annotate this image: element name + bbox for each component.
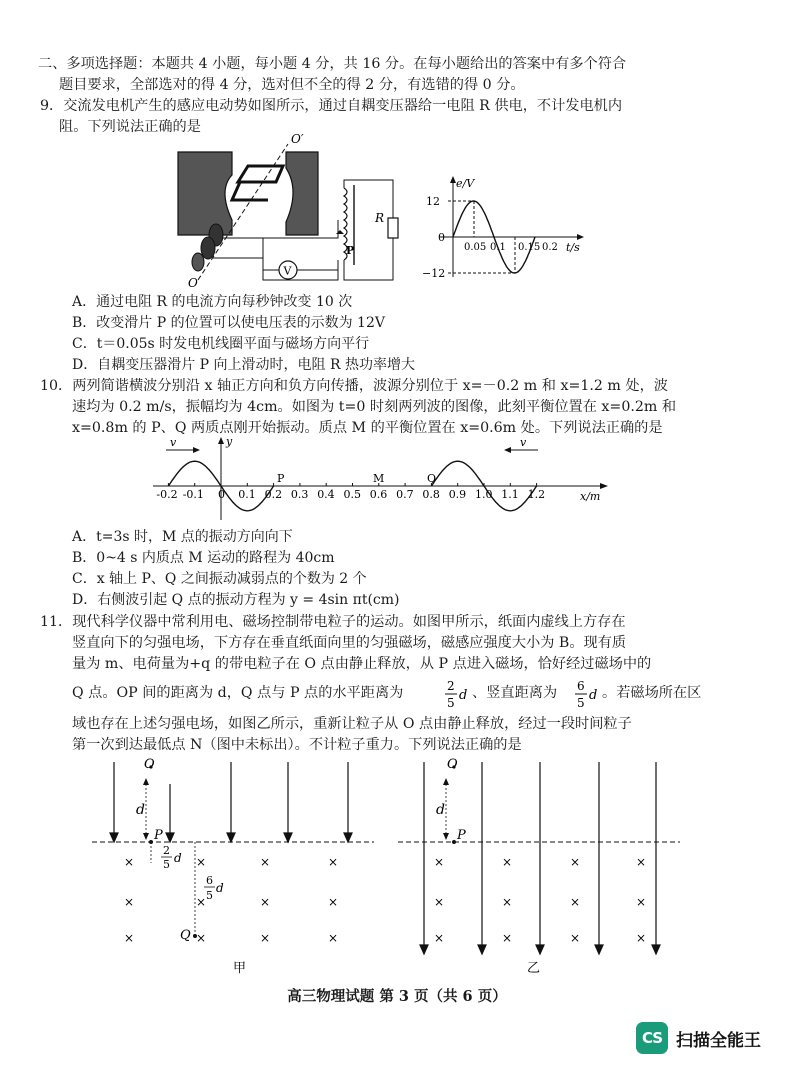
wave-xtick: 0.2: [264, 488, 283, 501]
field-cross-mark: ×: [434, 931, 445, 945]
svg-text:5: 5: [447, 696, 455, 710]
q9-option-d: D．自耦变压器滑片 P 向上滑动时，电阻 R 热功率增大: [72, 357, 415, 373]
q10-option-d: D．右侧波引起 Q 点的振动方程为 y = 4sin πt(cm): [72, 592, 400, 608]
wave-xtick: 1.2: [527, 488, 546, 501]
jia-magnetic-field-crosses: [124, 855, 338, 945]
field-cross-mark: ×: [260, 855, 271, 869]
field-cross-mark: ×: [502, 895, 513, 909]
graph-ylabel: e/V: [456, 177, 475, 190]
wave-diagram: [148, 436, 618, 522]
field-cross-mark: ×: [434, 895, 445, 909]
generator-transformer-diagram: [168, 130, 410, 290]
slider-p-label: P: [346, 244, 355, 257]
field-cross-mark: ×: [260, 895, 271, 909]
q11-stem-line4b: 、竖直距离为: [472, 685, 558, 701]
section-heading-line2: 题目要求，全部选对的得 4 分，选对但不全的得 2 分，有选错的得 0 分。: [59, 77, 525, 93]
svg-text:6: 6: [206, 874, 213, 887]
svg-text:5: 5: [577, 696, 585, 710]
q11-stem-line4c: 。若磁场所在区: [602, 685, 702, 701]
svg-text:6: 6: [577, 679, 585, 693]
fraction-2-5-d: [444, 676, 470, 712]
yi-d-label: d: [436, 802, 445, 818]
q10-stem-line1: 10．两列简谐横波分别沿 x 轴正方向和负方向传播，波源分别位于 x=－0.2 m 和 x=1.2 m 处，波: [40, 378, 668, 394]
q9-option-a: A．通过电阻 R 的电流方向每秒钟改变 10 次: [72, 294, 353, 310]
voltmeter-label: V: [283, 264, 292, 278]
fraction-6-5-d: [574, 676, 600, 712]
wave-xtick: 0.1: [238, 488, 256, 501]
q10-stem-line3: x=0.8m 的 P、Q 两质点刚开始振动。质点 M 的平衡位置在 x=0.6m 处。下列说法正确的是: [72, 420, 663, 436]
section-heading-line1: 二、多项选择题：本题共 4 小题，每小题 4 分，共 16 分。在每小题给出的答案中有多个符合: [38, 56, 627, 72]
graph-y-zero: 0: [438, 231, 445, 244]
yi-p-label: P: [457, 828, 466, 843]
jia-d-label: d: [136, 802, 145, 818]
field-cross-mark: ×: [570, 895, 581, 909]
yi-o-label: O: [447, 758, 458, 772]
field-cross-mark: ×: [570, 931, 581, 945]
wave-xlabel: x/m: [580, 490, 601, 503]
field-cross-mark: ×: [124, 931, 135, 945]
yi-caption: 乙: [527, 961, 541, 976]
svg-text:5: 5: [163, 858, 170, 871]
graph-xlabel: t/s: [566, 241, 580, 254]
cs-badge-icon: CS: [636, 1022, 668, 1054]
graph-xtick-4: 0.2: [542, 242, 558, 253]
field-cross-mark: ×: [196, 855, 207, 869]
q11-stem-line2: 竖直向下的匀强电场，下方存在垂直纸面向里的匀强磁场，磁感应强度大小为 B。现有质: [72, 635, 627, 651]
jia-q-label: Q: [180, 928, 191, 943]
point-q-label: Q: [427, 472, 437, 485]
wave-xtick: -0.1: [182, 488, 204, 501]
field-cross-mark: ×: [260, 931, 271, 945]
q9-stem-line2: 阻。下列说法正确的是: [59, 119, 201, 135]
graph-y-top: 12: [426, 195, 440, 208]
wave-xtick: 0.8: [422, 488, 440, 501]
graph-xtick-1: 0.05: [464, 242, 487, 253]
figure-yi: [394, 758, 684, 980]
field-cross-mark: ×: [196, 931, 207, 945]
axis-o-label: O: [188, 276, 198, 290]
q11-stem-line3: 量为 m、电荷量为+q 的带电粒子在 O 点由静止释放，从 P 点进入磁场，恰好经过磁场中的: [72, 656, 652, 672]
field-cross-mark: ×: [570, 855, 581, 869]
point-p-label: P: [277, 472, 285, 485]
field-cross-mark: ×: [502, 855, 513, 869]
svg-text:d: d: [589, 688, 598, 703]
field-cross-mark: ×: [502, 931, 513, 945]
wave-xtick: 1.1: [501, 488, 519, 501]
q9-stem-line1: 9．交流发电机产生的感应电动势如图所示，通过自耦变压器给一电阻 R 供电，不计发电机内: [40, 98, 623, 114]
svg-text:d: d: [216, 881, 224, 895]
resistor-icon: [388, 218, 398, 238]
wave-xtick: 0.5: [343, 488, 361, 501]
jia-p-label: P: [154, 828, 163, 843]
q10-option-c: C．x 轴上 P、Q 之间振动减弱点的个数为 2 个: [72, 571, 367, 587]
wave-xtick: 0.7: [396, 488, 414, 501]
q11-stem-line4a: Q 点。OP 间的距离为 d，Q 点与 P 点的水平距离为: [72, 685, 404, 701]
svg-text:2: 2: [163, 844, 170, 857]
q10-option-a: A．t=3s 时，M 点的振动方向向下: [72, 529, 293, 545]
q9-option-c: C．t＝0.05s 时发电机线圈平面与磁场方向平行: [72, 336, 370, 352]
page-footer: 高三物理试题 第 3 页（共 6 页）: [287, 988, 507, 1005]
jia-caption: 甲: [233, 961, 247, 976]
field-cross-mark: ×: [124, 895, 135, 909]
graph-y-bottom: −12: [422, 267, 446, 280]
q11-stem-line6: 第一次到达最低点 N（图中未标出）。不计粒子重力。下列说法正确的是: [72, 737, 522, 753]
graph-xtick-2: 0.1: [490, 242, 506, 253]
wave-xtick: 1.0: [475, 488, 493, 501]
field-cross-mark: ×: [434, 855, 445, 869]
wave-xtick: -0.2: [156, 488, 178, 501]
field-cross-mark: ×: [328, 931, 339, 945]
wave-xtick: 0.3: [290, 488, 309, 501]
camscanner-logo: [636, 1022, 761, 1054]
resistor-r-label: R: [375, 211, 385, 225]
jia-o-label: O: [144, 758, 155, 772]
right-velocity-label: v: [520, 436, 527, 449]
field-cross-mark: ×: [636, 855, 647, 869]
field-cross-mark: ×: [196, 895, 207, 909]
svg-text:d: d: [174, 851, 182, 865]
svg-text:5: 5: [206, 889, 213, 902]
field-cross-mark: ×: [636, 931, 647, 945]
q11-stem-line1: 11．现代科学仪器中常利用电、磁场控制带电粒子的运动。如图甲所示，纸面内虚线上方存在: [40, 614, 626, 630]
emf-time-graph: [420, 172, 590, 284]
figure-jia: [88, 758, 378, 980]
svg-text:d: d: [459, 688, 468, 703]
field-cross-mark: ×: [636, 895, 647, 909]
axis-o-prime-label: O′: [291, 132, 304, 146]
graph-xtick-3: 0.15: [518, 242, 541, 253]
field-cross-mark: ×: [328, 895, 339, 909]
wave-xtick: 0.9: [448, 488, 467, 501]
q10-option-b: B．0~4 s 内质点 M 运动的路程为 40cm: [72, 550, 335, 566]
wave-xtick: 0.6: [369, 488, 388, 501]
field-cross-mark: ×: [124, 855, 135, 869]
left-velocity-label: v: [170, 436, 177, 449]
q11-stem-line5: 域也存在上述匀强电场，如图乙所示，重新让粒子从 O 点由静止释放，经过一段时间粒子: [72, 716, 632, 732]
point-m-label: M: [373, 472, 385, 485]
wave-xtick: 0: [218, 488, 225, 501]
wave-xtick: 0.4: [317, 488, 335, 501]
q9-option-b: B．改变滑片 P 的位置可以使电压表的示数为 12V: [72, 315, 385, 331]
wave-ylabel: y: [226, 436, 233, 448]
brand-name: 扫描全能王: [676, 1030, 761, 1051]
field-cross-mark: ×: [328, 855, 339, 869]
svg-text:2: 2: [447, 679, 455, 693]
q10-stem-line2: 速均为 0.2 m/s，振幅均为 4cm。如图为 t=0 时刻两列波的图像，此刻平衡位置在 x=0.2m 和: [72, 399, 677, 415]
